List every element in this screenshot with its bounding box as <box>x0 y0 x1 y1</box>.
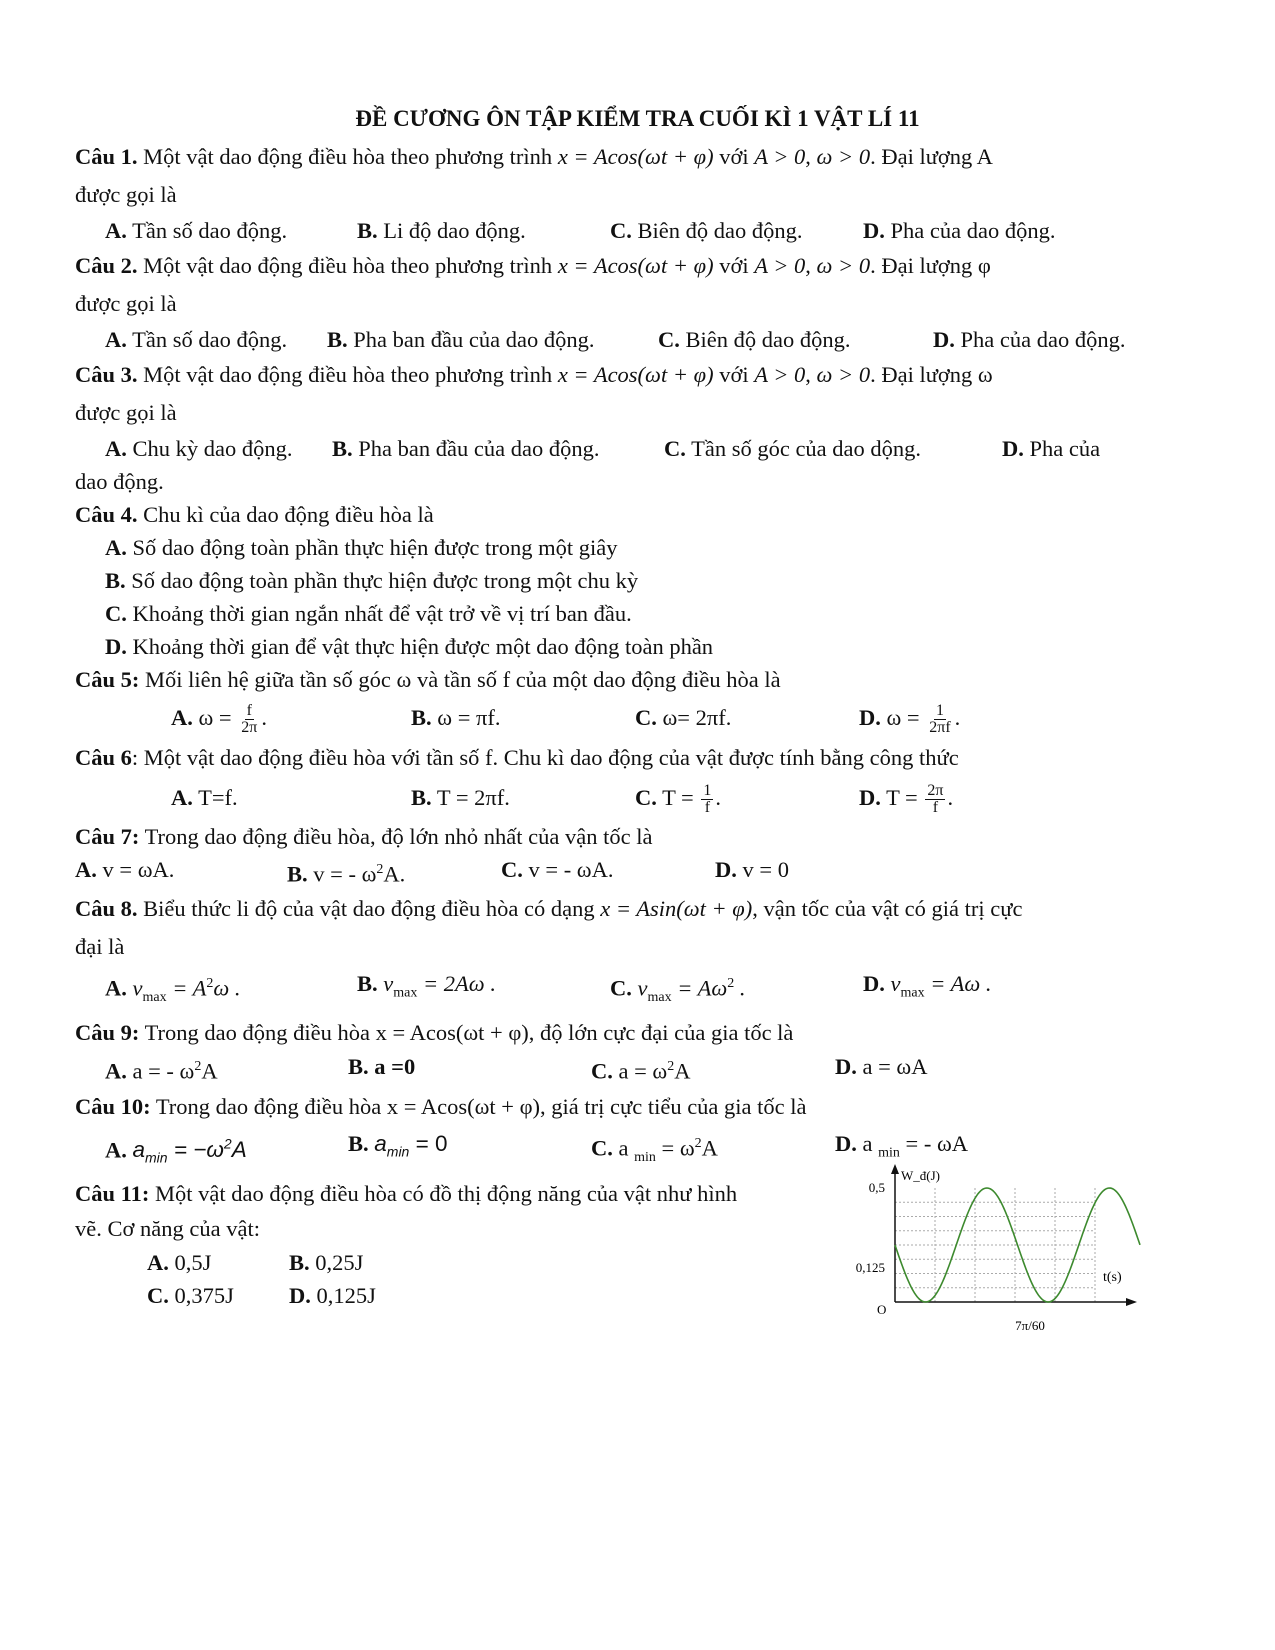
question-2-stem: Câu 2. Một vật dao động điều hòa theo phương trình x = Acos(ωt + φ) với A > 0, ω > 0. Đại lượng φ <box>75 252 991 278</box>
option-d-continued: dao động. <box>75 468 164 494</box>
option-a[interactable]: A. Số dao động toàn phần thực hiện được trong một giây <box>105 534 618 560</box>
option-b[interactable]: B. v = - $\omega^2A$. <box>287 861 406 887</box>
option-b[interactable]: B. $a_{min} = 0$ <box>348 1130 448 1160</box>
answer-options <box>75 776 1200 820</box>
answer-options <box>75 323 1200 356</box>
question-label: Câu 9: <box>75 1020 140 1046</box>
option-d[interactable]: D. Pha của <box>1002 435 1101 461</box>
question-5: Câu 5: Mối liên hệ giữa tần số góc ω và tần số f của một dao động điều hòa là A. ω = $\frac{f}{2\pi}$ . B. ω = πf. C. ω= 2πf. D. ω = $\frac{1}{2\pi f}$ . <box>75 663 1200 740</box>
question-label: Câu 7: <box>75 823 140 849</box>
option-c[interactable]: C. ω= 2πf. <box>635 704 732 730</box>
option-a[interactable]: A. Chu kỳ dao động. <box>105 435 293 461</box>
option-c[interactable]: C. $a = \omega^2A$ <box>591 1058 691 1084</box>
answer-options <box>75 1050 1200 1088</box>
y-axis-arrow-icon <box>891 1164 899 1174</box>
question-label: Câu 1. <box>75 143 138 169</box>
origin-label: O <box>877 1302 887 1317</box>
x-axis-arrow-icon <box>1126 1298 1137 1306</box>
option-a[interactable]: A. ω = $\frac{f}{2\pi}$ . <box>171 702 267 737</box>
option-d[interactable]: D. a $_{min}$ = - ωA <box>835 1130 969 1161</box>
option-b[interactable]: B. Li độ dao động. <box>357 217 526 243</box>
option-d[interactable]: D. Pha của dao động. <box>863 217 1056 243</box>
option-b[interactable]: B. $v_{max} = 2A\omega$ . <box>357 971 496 1001</box>
y-tick-label: 0,125 <box>855 1260 885 1275</box>
option-d[interactable]: D. a = ωA <box>835 1054 928 1080</box>
question-label: Câu 4. <box>75 501 138 527</box>
answer-options <box>75 214 1200 247</box>
option-c[interactable]: C. T = $\frac{1}{f}$ . <box>635 782 721 817</box>
option-b[interactable]: B. a =0 <box>348 1054 416 1080</box>
option-d[interactable]: D. $v_{max} = A\omega$ . <box>863 971 992 1001</box>
option-d[interactable]: D. ω = $\frac{1}{2\pi f}$ . <box>859 702 961 737</box>
answer-options <box>75 696 1200 740</box>
question-label: Câu 10: <box>75 1093 151 1119</box>
question-8: Câu 8. Biểu thức li độ của vật dao động điều hòa có dạng x = Asin(ωt + φ), vận tốc của vật có giá trị cực đại là A. $v_{max} = A^2\omega$ . B. $v_{max} = 2A\omega$ . C. $v_{max} = A\omega^2$ . D. $v_{max} = A\omega$ . <box>75 890 1200 1016</box>
question-10: Câu 10: Trong dao động điều hòa x = Acos(ωt + φ), giá trị cực tiểu của gia tốc là A. $a_{min} = -\omega^2A$ B. $a_{min} = 0$ C. a $_{min} = \omega^2A$ D. a $_{min}$ = - ωA <box>75 1088 1200 1176</box>
question-label: Câu 2. <box>75 252 138 278</box>
kinetic-energy-chart <box>845 1160 1145 1345</box>
answer-options <box>75 432 1200 465</box>
option-c[interactable]: C. $v_{max} = A\omega^2$ . <box>610 975 746 1006</box>
answer-options <box>75 966 1200 1016</box>
option-b[interactable]: B. ω = πf. <box>411 704 501 730</box>
option-a[interactable]: A. Tần số dao động. <box>105 217 288 243</box>
question-7: Câu 7: Trong dao động điều hòa, độ lớn nhỏ nhất của vận tốc là A. v = ωA. B. v = - $\omega^2A$. C. v = - ωA. D. v = 0 <box>75 820 1200 891</box>
question-2: Câu 2. Một vật dao động điều hòa theo phương trình x = Acos(ωt + φ) với A > 0, ω > 0. Đại lượng φ được gọi là A. Tần số dao động. B. Pha ban đầu của dao động. C. Biên độ dao động. D. Pha của dao động. <box>75 247 1200 356</box>
option-a[interactable]: A. Tần số dao động. <box>105 326 288 352</box>
option-d[interactable]: D. v = 0 <box>715 856 789 882</box>
question-label: Câu 6 <box>75 744 132 770</box>
option-c[interactable]: C. Biên độ dao động. <box>610 217 803 243</box>
question-6: Câu 6: Một vật dao động điều hòa với tần số f. Chu kì dao động của vật được tính bằng công thức A. T=f. B. T = 2πf. C. T = $\frac{1}{f}$ . D. T = $\frac{2\pi}{f}$ . <box>75 740 1200 820</box>
x-axis-label: t(s) <box>1103 1270 1122 1285</box>
document-title: ĐỀ CƯƠNG ÔN TẬP KIỂM TRA CUỐI KÌ 1 VẬT LÍ 11 <box>355 106 920 131</box>
option-a[interactable]: A. a = - $\omega^2A$ <box>105 1058 218 1084</box>
question-label: Câu 8. <box>75 896 138 922</box>
option-c[interactable]: C. Khoảng thời gian ngắn nhất để vật trở về vị trí ban đầu. <box>105 600 632 626</box>
y-axis-label: W_đ(J) <box>901 1168 940 1183</box>
option-d[interactable]: D. Khoảng thời gian để vật thực hiện được một dao động toàn phần <box>105 633 714 659</box>
option-d[interactable]: D. 0,125J <box>289 1282 376 1308</box>
question-4: Câu 4. Chu kì của dao động điều hòa là A. Số dao động toàn phần thực hiện được trong một giây B. Số dao động toàn phần thực hiện được trong một chu kỳ C. Khoảng thời gian ngắn nhất để vật trở về vị trí ban đầu. D. Khoảng thời gian để vật thực hiện được một dao động toàn phần <box>75 498 1200 663</box>
question-1: Câu 1. Một vật dao động điều hòa theo phương trình x = Acos(ωt + φ) với A > 0, ω > 0. Đại lượng A được gọi là A. Tần số dao động. B. Li độ dao động. C. Biên độ dao động. D. Pha của dao động. <box>75 138 1200 247</box>
x-tick-label: 7π/60 <box>1015 1318 1045 1333</box>
option-b[interactable]: B. Pha ban đầu của dao động. <box>327 326 595 352</box>
question-11: Câu 11: Một vật dao động điều hòa có đồ thị động năng của vật như hình vẽ. Cơ năng của vật: A. 0,5J B. 0,25J C. 0,375J D. 0,125J <box>75 1176 1200 1376</box>
option-a[interactable]: A. T=f. <box>171 784 238 810</box>
option-a[interactable]: A. $a_{min} = -\omega^2A$ <box>105 1135 247 1166</box>
question-3: Câu 3. Một vật dao động điều hòa theo phương trình x = Acos(ωt + φ) với A > 0, ω > 0. Đại lượng ω được gọi là A. Chu kỳ dao động. B. Pha ban đầu của dao động. C. Tần số góc của dao dộng. D. Pha của dao động. <box>75 356 1200 498</box>
option-d[interactable]: D. T = $\frac{2\pi}{f}$ . <box>859 782 954 817</box>
equation: x = Acos(ωt + φ) <box>557 361 714 387</box>
option-a[interactable]: A. v = ωA. <box>75 856 175 882</box>
option-c[interactable]: C. a $_{min} = \omega^2A$ <box>591 1135 718 1165</box>
equation: x = Acos(ωt + φ) <box>557 252 714 278</box>
option-c[interactable]: C. Tần số góc của dao dộng. <box>664 435 922 461</box>
option-a[interactable]: A. $v_{max} = A^2\omega$ . <box>105 975 241 1006</box>
y-tick-label: 0,5 <box>868 1180 885 1195</box>
option-c[interactable]: C. v = - ωA. <box>501 856 614 882</box>
option-b[interactable]: B. Số dao động toàn phần thực hiện được trong một chu kỳ <box>105 567 639 593</box>
equation: x = Acos(ωt + φ) <box>557 143 714 169</box>
question-1-stem: Câu 1. Một vật dao động điều hòa theo phương trình x = Acos(ωt + φ) với A > 0, ω > 0. Đại lượng A <box>75 143 993 169</box>
option-d[interactable]: D. Pha của dao động. <box>933 326 1126 352</box>
equation: x = Asin(ωt + φ) <box>600 896 753 922</box>
option-c[interactable]: C. Biên độ dao động. <box>658 326 851 352</box>
option-b[interactable]: B. Pha ban đầu của dao động. <box>332 435 600 461</box>
question-9: Câu 9: Trong dao động điều hòa x = Acos(ωt + φ), độ lớn cực đại của gia tốc là A. a = - $\omega^2A$ B. a =0 C. $a = \omega^2A$ D. a = ωA <box>75 1016 1200 1088</box>
question-label: Câu 3. <box>75 361 138 387</box>
option-c[interactable]: C. 0,375J <box>147 1282 234 1308</box>
option-b[interactable]: B. 0,25J <box>289 1249 364 1275</box>
option-b[interactable]: B. T = 2πf. <box>411 784 510 810</box>
answer-options <box>75 853 1200 891</box>
option-a[interactable]: A. 0,5J <box>147 1249 212 1275</box>
chart-grid <box>895 1188 1095 1302</box>
question-label: Câu 5: <box>75 666 140 692</box>
question-label: Câu 11: <box>75 1180 150 1206</box>
question-3-stem: Câu 3. Một vật dao động điều hòa theo phương trình x = Acos(ωt + φ) với A > 0, ω > 0. Đại lượng ω <box>75 361 993 387</box>
